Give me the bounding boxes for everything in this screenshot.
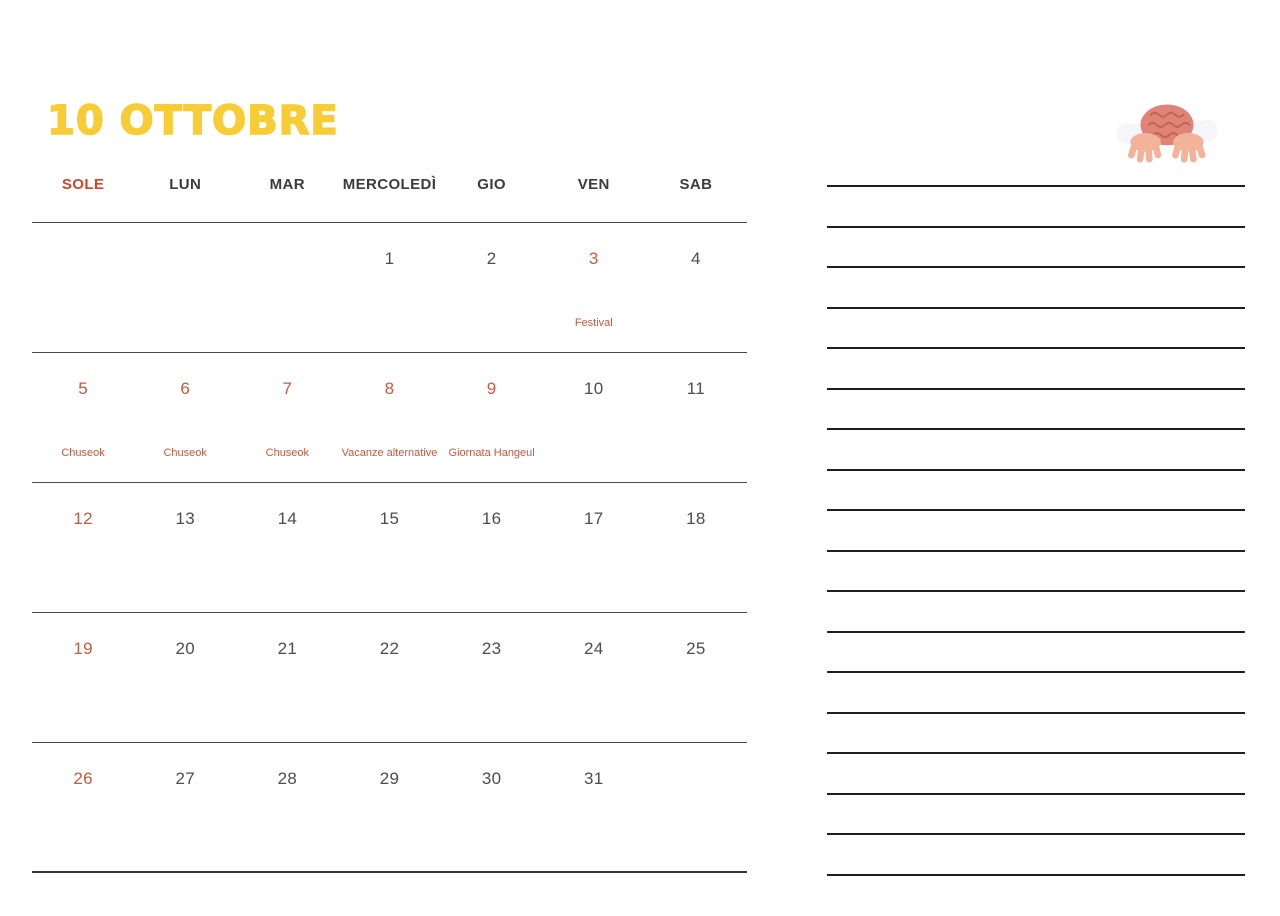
day-number: 23 bbox=[481, 639, 502, 658]
day-number: 6 bbox=[180, 379, 191, 398]
note-line bbox=[827, 590, 1245, 592]
calendar-week-row bbox=[32, 743, 747, 873]
day-number: 22 bbox=[379, 639, 400, 658]
day-cell bbox=[134, 483, 236, 612]
calendar-week-row bbox=[32, 613, 747, 743]
note-line bbox=[827, 631, 1245, 633]
day-cell bbox=[645, 353, 747, 482]
day-cell bbox=[338, 223, 440, 352]
day-cell bbox=[543, 483, 645, 612]
day-number: 9 bbox=[486, 379, 497, 398]
notes-lines-area bbox=[827, 185, 1245, 876]
note-line bbox=[827, 833, 1245, 835]
day-cell bbox=[236, 613, 338, 742]
weekday-ven: VEN bbox=[577, 176, 610, 193]
day-number: 13 bbox=[175, 509, 195, 528]
day-number: 12 bbox=[73, 509, 93, 528]
day-number: 2 bbox=[486, 249, 497, 268]
day-cell bbox=[32, 353, 134, 482]
day-number: 18 bbox=[686, 509, 706, 528]
calendar-week-row bbox=[32, 353, 747, 483]
person-resting-head-on-hands-illustration bbox=[1114, 98, 1220, 164]
day-cell bbox=[543, 613, 645, 742]
day-cell bbox=[645, 743, 747, 871]
day-cell bbox=[338, 483, 440, 612]
day-cell bbox=[32, 613, 134, 742]
weekday-header-row bbox=[32, 160, 747, 223]
day-cell bbox=[441, 613, 543, 742]
day-number: 24 bbox=[584, 639, 604, 658]
day-cell bbox=[441, 743, 543, 871]
day-event-label: Vacanze alternative bbox=[341, 447, 438, 459]
weekday-sole: SOLE bbox=[61, 176, 105, 193]
day-number: 14 bbox=[277, 509, 298, 528]
day-number: 27 bbox=[175, 769, 195, 788]
month-calendar bbox=[32, 160, 747, 873]
page-title: 10 OTTOBRE bbox=[47, 98, 339, 144]
note-line bbox=[827, 874, 1245, 876]
weekday-gio: GIO bbox=[477, 176, 506, 193]
day-number: 21 bbox=[277, 639, 298, 658]
note-line bbox=[827, 550, 1245, 552]
note-line bbox=[827, 671, 1245, 673]
weekday-mar: MAR bbox=[269, 176, 306, 193]
weekday-sab: SAB bbox=[679, 176, 713, 193]
day-cell bbox=[338, 743, 440, 871]
day-event-label: Chuseok bbox=[61, 447, 105, 459]
day-cell bbox=[236, 223, 338, 352]
day-number: 30 bbox=[481, 769, 502, 788]
day-cell bbox=[645, 223, 747, 352]
day-number: 7 bbox=[282, 379, 293, 398]
day-number: 4 bbox=[691, 249, 701, 268]
day-event-label: Chuseok bbox=[265, 447, 310, 459]
day-cell bbox=[32, 743, 134, 871]
day-number: 26 bbox=[73, 769, 93, 788]
note-line bbox=[827, 752, 1245, 754]
day-cell bbox=[134, 353, 236, 482]
day-number: 11 bbox=[686, 379, 706, 398]
note-line bbox=[827, 347, 1245, 349]
calendar-week-row bbox=[32, 483, 747, 613]
day-cell bbox=[441, 483, 543, 612]
day-cell bbox=[32, 483, 134, 612]
day-number: 3 bbox=[588, 249, 599, 268]
day-number: 31 bbox=[584, 769, 604, 788]
note-line bbox=[827, 266, 1245, 268]
day-number: 19 bbox=[73, 639, 93, 658]
weekday-mercoledi: MERCOLEDÌ bbox=[342, 176, 437, 193]
note-line bbox=[827, 307, 1245, 309]
note-line bbox=[827, 226, 1245, 228]
note-line bbox=[827, 469, 1245, 471]
day-cell bbox=[645, 483, 747, 612]
day-event-label: Chuseok bbox=[163, 447, 207, 459]
day-cell bbox=[441, 223, 543, 352]
day-number: 25 bbox=[686, 639, 706, 658]
day-number: 17 bbox=[584, 509, 604, 528]
day-cell bbox=[543, 353, 645, 482]
note-line bbox=[827, 428, 1245, 430]
day-event-label: Giornata Hangeul bbox=[448, 447, 535, 459]
day-number: 20 bbox=[175, 639, 195, 658]
day-cell bbox=[32, 223, 134, 352]
day-event-label: Festival bbox=[574, 317, 613, 329]
day-number: 5 bbox=[78, 379, 88, 398]
day-cell bbox=[236, 483, 338, 612]
day-cell bbox=[645, 613, 747, 742]
weekday-lun: LUN bbox=[169, 176, 202, 193]
day-number: 29 bbox=[379, 769, 400, 788]
day-number: 15 bbox=[379, 509, 400, 528]
day-cell bbox=[236, 743, 338, 871]
note-line bbox=[827, 388, 1245, 390]
day-cell bbox=[543, 743, 645, 871]
day-cell bbox=[134, 223, 236, 352]
day-cell bbox=[441, 353, 543, 482]
day-cell bbox=[338, 613, 440, 742]
day-cell bbox=[338, 353, 440, 482]
day-number: 28 bbox=[277, 769, 298, 788]
day-number: 10 bbox=[584, 379, 604, 398]
day-cell bbox=[134, 613, 236, 742]
note-line bbox=[827, 185, 1245, 187]
day-cell bbox=[236, 353, 338, 482]
day-number: 8 bbox=[384, 379, 395, 398]
note-line bbox=[827, 712, 1245, 714]
day-cell bbox=[134, 743, 236, 871]
note-line bbox=[827, 509, 1245, 511]
day-number: 1 bbox=[384, 249, 395, 268]
calendar-week-row bbox=[32, 223, 747, 353]
day-cell bbox=[543, 223, 645, 352]
note-line bbox=[827, 793, 1245, 795]
day-number: 16 bbox=[481, 509, 502, 528]
